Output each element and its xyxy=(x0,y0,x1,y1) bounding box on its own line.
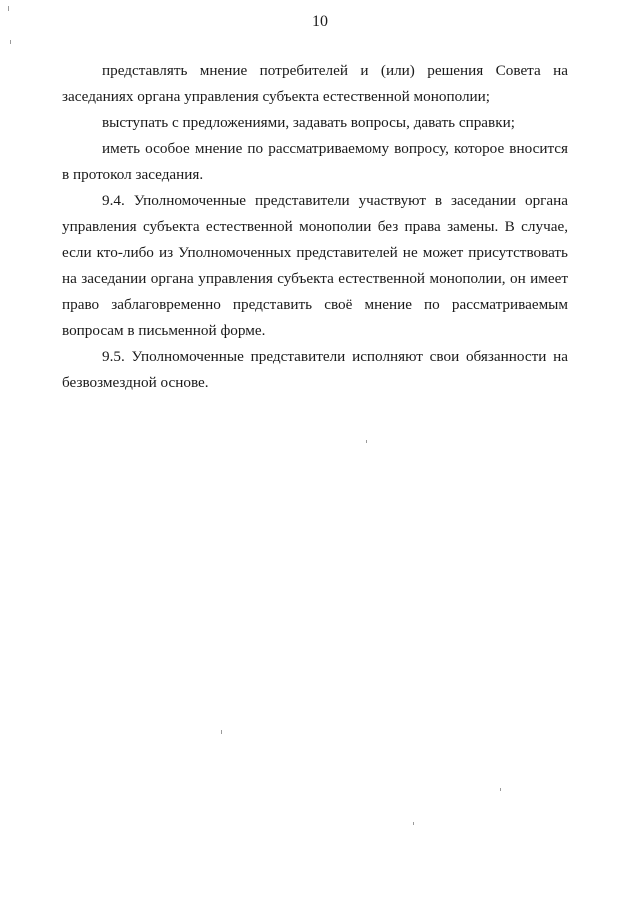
scan-speck xyxy=(10,40,11,44)
paragraph: 9.4. Уполномоченные представители участвуют в заседании органа управления субъекта естественной монополии без права замены. В случае, если кто-либо из Уполномоченных представителей не может присутствовать на заседании органа управления субъекта естественной монополии, он имеет право заблаговременно представить своё мнение по рассматриваемым вопросам в письменной форме. xyxy=(62,192,568,339)
paragraph: выступать с предложениями, задавать вопросы, давать справки; xyxy=(102,114,515,131)
scan-speck xyxy=(413,822,414,825)
scan-speck xyxy=(221,730,222,734)
scan-speck xyxy=(366,440,367,443)
scan-speck xyxy=(500,788,501,791)
paragraph: представлять мнение потребителей и (или) решения Совета на заседаниях органа управления субъекта естественной монополии; xyxy=(62,62,568,105)
paragraph: иметь особое мнение по рассматриваемому вопросу, которое вносится в протокол заседания. xyxy=(62,140,568,183)
scan-speck xyxy=(8,6,9,11)
paragraph: 9.5. Уполномоченные представители исполняют свои обязанности на безвозмездной основе. xyxy=(62,348,568,391)
document-body xyxy=(62,58,568,396)
page-number: 10 xyxy=(312,13,328,30)
